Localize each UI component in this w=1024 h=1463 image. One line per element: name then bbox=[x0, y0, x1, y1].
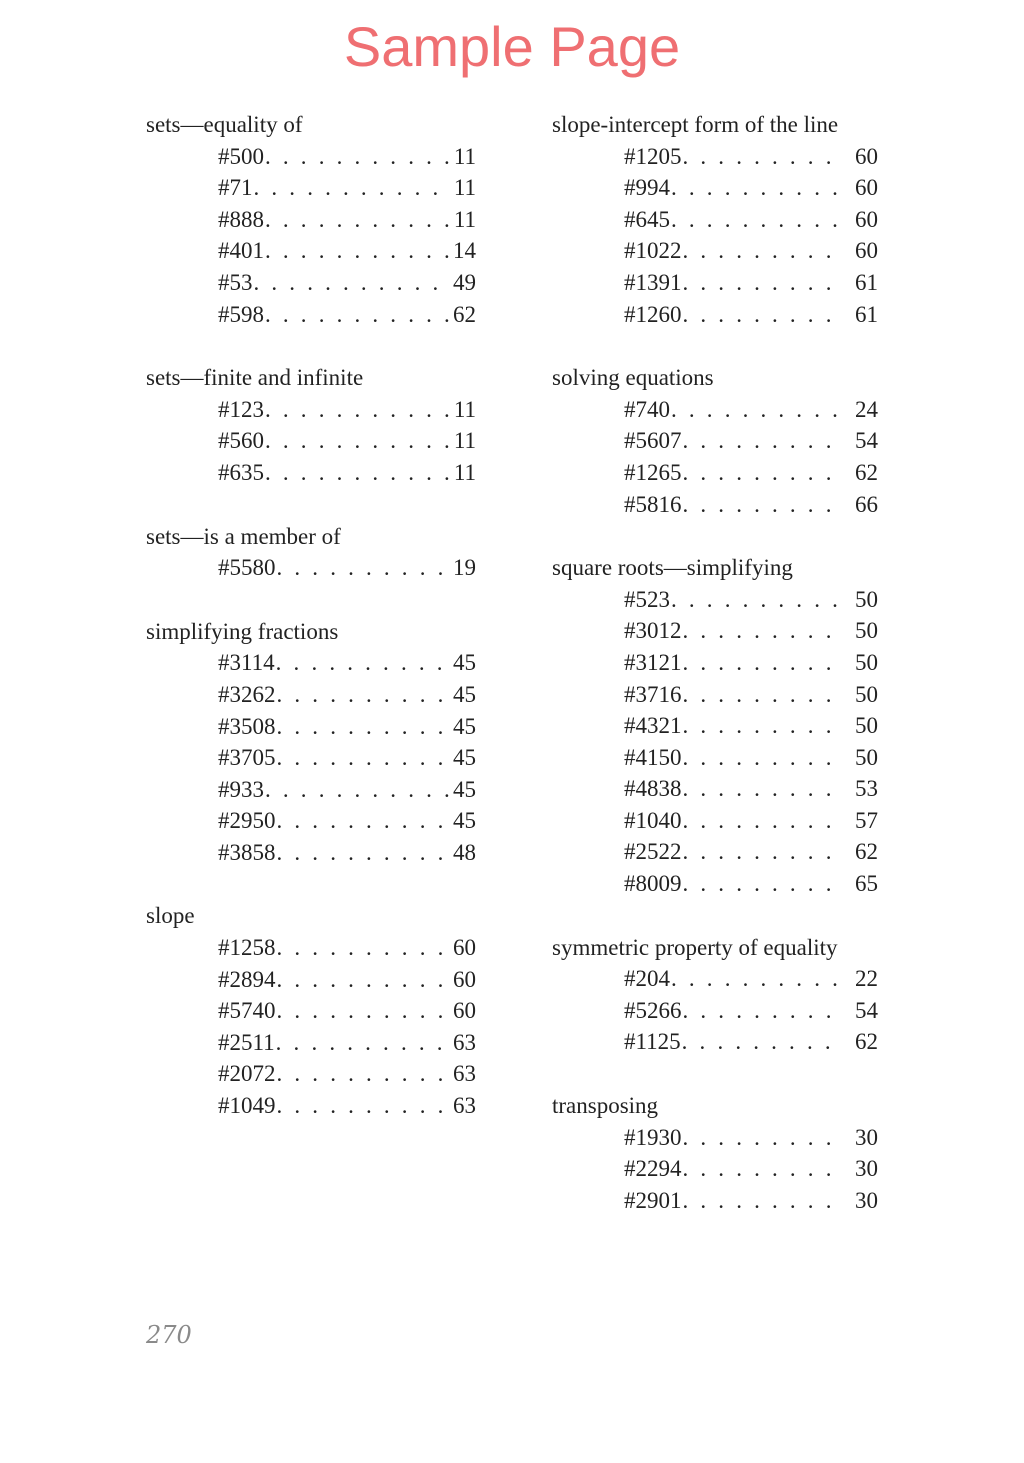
index-entry bbox=[552, 584, 878, 616]
index-column-right bbox=[552, 109, 878, 1248]
entry-number: #3262 bbox=[218, 681, 276, 707]
entry-page: 45 bbox=[453, 776, 476, 802]
index-heading: simplifying fractions bbox=[146, 618, 339, 644]
entry-page: 53 bbox=[855, 776, 878, 802]
index-entry bbox=[552, 836, 878, 868]
entry-page: 50 bbox=[855, 681, 878, 707]
dot-leader bbox=[670, 394, 840, 426]
entry-number: #740 bbox=[624, 396, 670, 422]
dot-leader bbox=[264, 425, 449, 457]
entry-number: #1258 bbox=[218, 935, 276, 961]
entry-number: #3858 bbox=[218, 839, 276, 865]
dot-leader bbox=[264, 457, 449, 489]
index-entry bbox=[552, 805, 878, 837]
dot-leader bbox=[276, 837, 450, 869]
entry-number: #5816 bbox=[624, 491, 682, 517]
entry-number: #560 bbox=[218, 428, 264, 454]
entry-number: #1022 bbox=[624, 238, 682, 264]
entry-number: #71 bbox=[218, 175, 253, 201]
entry-number: #5266 bbox=[624, 997, 682, 1023]
entry-page: 11 bbox=[453, 206, 476, 232]
entry-page: 54 bbox=[855, 997, 878, 1023]
index-entry bbox=[552, 141, 878, 173]
entry-number: #123 bbox=[218, 396, 264, 422]
index-entry bbox=[146, 995, 476, 1027]
entry-page: 50 bbox=[855, 713, 878, 739]
dot-leader bbox=[670, 584, 840, 616]
entry-page: 11 bbox=[453, 143, 476, 169]
index-entry bbox=[552, 235, 878, 267]
dot-leader bbox=[682, 773, 841, 805]
entry-page: 50 bbox=[855, 618, 878, 644]
index-entry bbox=[552, 457, 878, 489]
entry-page: 60 bbox=[855, 206, 878, 232]
entry-number: #5607 bbox=[624, 428, 682, 454]
page-number: 270 bbox=[146, 1321, 192, 1349]
entry-number: #4321 bbox=[624, 713, 682, 739]
entry-page: 45 bbox=[453, 681, 476, 707]
entry-page: 63 bbox=[453, 1061, 476, 1087]
index-entry bbox=[146, 805, 476, 837]
entry-page: 65 bbox=[855, 871, 878, 897]
entry-page: 60 bbox=[453, 966, 476, 992]
index-heading: symmetric property of equality bbox=[552, 934, 838, 960]
dot-leader bbox=[264, 204, 449, 236]
entry-page: 30 bbox=[855, 1156, 878, 1182]
entry-page: 45 bbox=[453, 713, 476, 739]
entry-number: #53 bbox=[218, 269, 253, 295]
entry-number: #2511 bbox=[218, 1029, 275, 1055]
index-entry bbox=[552, 773, 878, 805]
index-group-square-roots-simplifying bbox=[552, 552, 878, 900]
dot-leader bbox=[682, 1185, 841, 1217]
sample-page-watermark: Sample Page bbox=[343, 15, 681, 78]
index-entry bbox=[146, 235, 476, 267]
entry-number: #3114 bbox=[218, 650, 275, 676]
index-group-symmetric-property-of-equality bbox=[552, 932, 878, 1058]
index-entry bbox=[146, 172, 476, 204]
entry-number: #1930 bbox=[624, 1124, 682, 1150]
entry-number: #2294 bbox=[624, 1156, 682, 1182]
entry-number: #8009 bbox=[624, 871, 682, 897]
entry-number: #5580 bbox=[218, 555, 276, 581]
index-group-sets-equality-of bbox=[146, 109, 476, 330]
entry-page: 45 bbox=[453, 808, 476, 834]
entry-page: 66 bbox=[855, 491, 878, 517]
dot-leader bbox=[276, 995, 450, 1027]
dot-leader bbox=[682, 615, 841, 647]
dot-leader bbox=[264, 235, 449, 267]
entry-page: 60 bbox=[453, 998, 476, 1024]
index-entry bbox=[552, 1122, 878, 1154]
entry-page: 61 bbox=[855, 269, 878, 295]
index-entry bbox=[146, 1058, 476, 1090]
entry-page: 14 bbox=[453, 238, 476, 264]
entry-page: 19 bbox=[453, 555, 476, 581]
dot-leader bbox=[682, 836, 841, 868]
entry-number: #888 bbox=[218, 206, 264, 232]
dot-leader bbox=[682, 995, 841, 1027]
dot-leader bbox=[276, 679, 450, 711]
dot-leader bbox=[682, 299, 841, 331]
dot-leader bbox=[682, 425, 841, 457]
index-entry bbox=[552, 489, 878, 521]
entry-number: #4150 bbox=[624, 744, 682, 770]
entry-page: 11 bbox=[453, 459, 476, 485]
entry-number: #401 bbox=[218, 238, 264, 264]
index-heading: sets—is a member of bbox=[146, 523, 341, 549]
index-entry bbox=[552, 172, 878, 204]
entry-number: #1391 bbox=[624, 269, 682, 295]
entry-number: #3716 bbox=[624, 681, 682, 707]
dot-leader bbox=[276, 742, 450, 774]
index-heading: slope bbox=[146, 903, 195, 929]
entry-page: 45 bbox=[453, 650, 476, 676]
entry-page: 45 bbox=[453, 745, 476, 771]
index-heading: square roots—simplifying bbox=[552, 555, 793, 581]
index-entry bbox=[146, 394, 476, 426]
index-entry bbox=[146, 552, 476, 584]
dot-leader bbox=[682, 1122, 841, 1154]
entry-page: 11 bbox=[453, 396, 476, 422]
dot-leader bbox=[276, 805, 450, 837]
entry-page: 50 bbox=[855, 649, 878, 675]
index-entry bbox=[146, 711, 476, 743]
entry-number: #2901 bbox=[624, 1187, 682, 1213]
index-entry bbox=[146, 742, 476, 774]
index-group-transposing bbox=[552, 1090, 878, 1216]
dot-leader bbox=[276, 1058, 450, 1090]
entry-number: #2522 bbox=[624, 839, 682, 865]
index-group-slope bbox=[146, 900, 476, 1121]
dot-leader bbox=[275, 647, 449, 679]
index-heading: sets—finite and infinite bbox=[146, 365, 364, 391]
entry-page: 49 bbox=[453, 269, 476, 295]
dot-leader bbox=[670, 204, 840, 236]
dot-leader bbox=[275, 1027, 449, 1059]
entry-number: #3508 bbox=[218, 713, 276, 739]
entry-page: 63 bbox=[453, 1093, 476, 1119]
index-entry bbox=[552, 710, 878, 742]
entry-number: #1260 bbox=[624, 301, 682, 327]
entry-number: #3012 bbox=[624, 618, 682, 644]
index-heading: sets—equality of bbox=[146, 112, 303, 137]
dot-leader bbox=[682, 141, 841, 173]
index-entry bbox=[146, 267, 476, 299]
dot-leader bbox=[682, 647, 841, 679]
entry-page: 30 bbox=[855, 1124, 878, 1150]
entry-page: 50 bbox=[855, 586, 878, 612]
index-entry bbox=[146, 141, 476, 173]
index-heading: slope-intercept form of the line bbox=[552, 112, 839, 137]
entry-page: 30 bbox=[855, 1187, 878, 1213]
dot-leader bbox=[682, 868, 841, 900]
entry-number: #2894 bbox=[218, 966, 276, 992]
entry-page: 22 bbox=[855, 966, 878, 992]
index-entry bbox=[146, 457, 476, 489]
entry-page: 60 bbox=[855, 175, 878, 201]
index-entry bbox=[146, 932, 476, 964]
index-entry bbox=[146, 204, 476, 236]
entry-number: #1265 bbox=[624, 459, 682, 485]
index-group-simplifying-fractions bbox=[146, 616, 476, 869]
index-entry bbox=[552, 647, 878, 679]
entry-page: 62 bbox=[855, 459, 878, 485]
dot-leader bbox=[682, 710, 841, 742]
index-heading: transposing bbox=[552, 1093, 659, 1119]
entry-page: 24 bbox=[855, 396, 878, 422]
index-group-slope-intercept-form-of-the-line bbox=[552, 109, 878, 330]
entry-page: 54 bbox=[855, 428, 878, 454]
index-entry bbox=[146, 299, 476, 331]
dot-leader bbox=[682, 679, 841, 711]
dot-leader bbox=[276, 964, 450, 996]
entry-page: 50 bbox=[855, 744, 878, 770]
dot-leader bbox=[264, 774, 449, 806]
dot-leader bbox=[682, 267, 841, 299]
entry-number: #204 bbox=[624, 966, 670, 992]
dot-leader bbox=[276, 1090, 450, 1122]
entry-page: 62 bbox=[855, 1029, 878, 1055]
index-entry bbox=[146, 425, 476, 457]
entry-number: #1205 bbox=[624, 143, 682, 169]
entry-number: #598 bbox=[218, 301, 264, 327]
dot-leader bbox=[682, 742, 841, 774]
entry-page: 63 bbox=[453, 1029, 476, 1055]
entry-number: #4838 bbox=[624, 776, 682, 802]
dot-leader bbox=[264, 141, 449, 173]
index-entry bbox=[552, 394, 878, 426]
dot-leader bbox=[670, 963, 840, 995]
index-entry bbox=[552, 615, 878, 647]
dot-leader bbox=[682, 235, 841, 267]
entry-number: #1049 bbox=[218, 1093, 276, 1119]
entry-number: #1125 bbox=[624, 1029, 681, 1055]
index-entry bbox=[552, 868, 878, 900]
index-entry bbox=[552, 1026, 878, 1058]
entry-page: 11 bbox=[453, 175, 476, 201]
index-heading: solving equations bbox=[552, 365, 714, 391]
index-entry bbox=[552, 963, 878, 995]
dot-leader bbox=[682, 805, 841, 837]
dot-leader bbox=[253, 267, 450, 299]
entry-number: #3705 bbox=[218, 745, 276, 771]
entry-number: #2950 bbox=[218, 808, 276, 834]
index-entry bbox=[146, 647, 476, 679]
entry-page: 62 bbox=[453, 301, 476, 327]
dot-leader bbox=[670, 172, 840, 204]
entry-page: 11 bbox=[453, 428, 476, 454]
index-entry bbox=[146, 964, 476, 996]
entry-page: 61 bbox=[855, 301, 878, 327]
entry-page: 62 bbox=[855, 839, 878, 865]
index-entry bbox=[552, 299, 878, 331]
index-entry bbox=[552, 995, 878, 1027]
entry-number: #994 bbox=[624, 175, 670, 201]
entry-number: #5740 bbox=[218, 998, 276, 1024]
dot-leader bbox=[276, 552, 450, 584]
index-column-left bbox=[146, 109, 476, 1154]
index-entry bbox=[552, 425, 878, 457]
index-group-solving-equations bbox=[552, 362, 878, 520]
dot-leader bbox=[264, 299, 449, 331]
dot-leader bbox=[681, 1026, 840, 1058]
index-entry bbox=[146, 1027, 476, 1059]
index-entry bbox=[146, 1090, 476, 1122]
dot-leader bbox=[276, 711, 450, 743]
entry-number: #1040 bbox=[624, 807, 682, 833]
dot-leader bbox=[682, 489, 841, 521]
index-entry bbox=[552, 679, 878, 711]
entry-number: #500 bbox=[218, 143, 264, 169]
index-entry bbox=[552, 1153, 878, 1185]
index-entry bbox=[146, 774, 476, 806]
entry-page: 57 bbox=[855, 807, 878, 833]
dot-leader bbox=[682, 1153, 841, 1185]
dot-leader bbox=[253, 172, 450, 204]
entry-number: #635 bbox=[218, 459, 264, 485]
index-group-sets-finite-and-infinite bbox=[146, 362, 476, 488]
dot-leader bbox=[264, 394, 449, 426]
entry-number: #2072 bbox=[218, 1061, 276, 1087]
index-entry bbox=[552, 204, 878, 236]
entry-page: 60 bbox=[855, 143, 878, 169]
entry-page: 60 bbox=[855, 238, 878, 264]
entry-number: #523 bbox=[624, 586, 670, 612]
dot-leader bbox=[682, 457, 841, 489]
index-group-sets-is-a-member-of bbox=[146, 521, 476, 584]
index-entry bbox=[146, 679, 476, 711]
index-entry bbox=[552, 267, 878, 299]
index-entry bbox=[146, 837, 476, 869]
entry-number: #3121 bbox=[624, 649, 682, 675]
entry-page: 60 bbox=[453, 935, 476, 961]
index-entry bbox=[552, 742, 878, 774]
index-entry bbox=[552, 1185, 878, 1217]
entry-number: #645 bbox=[624, 206, 670, 232]
entry-number: #933 bbox=[218, 776, 264, 802]
dot-leader bbox=[276, 932, 450, 964]
entry-page: 48 bbox=[453, 839, 476, 865]
